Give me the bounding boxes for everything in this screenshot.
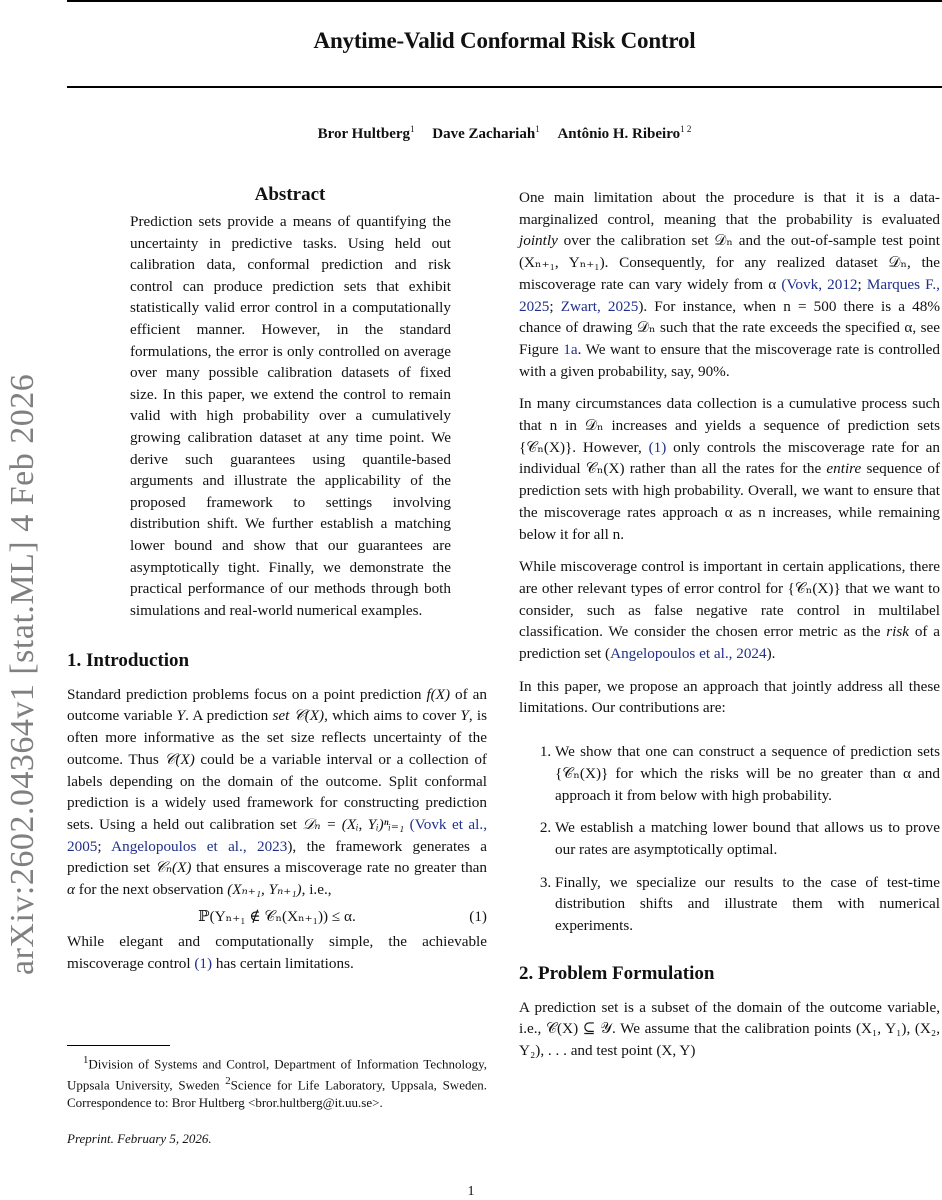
text: . We want to ensure that the miscoverage rate is controlled with a given probability, say, 90%. [519,340,941,380]
arxiv-identifier-sidebar[interactable]: arXiv:2602.04364v1 [stat.ML] 4 Feb 2026 [4,373,41,975]
text: only controls the miscoverage rate for an individual 𝒞ₙ(X) rather than all the rates for the [519,438,940,478]
left-column [67,650,487,975]
contributions-list [519,741,940,937]
citation-link[interactable]: Marques F., 2025 [519,275,940,315]
author-name: Antônio H. Ribeiro [557,126,681,142]
math: 𝒞ₙ(X) [154,859,192,877]
page-number: 1 [467,1184,475,1199]
abstract-heading: Abstract [254,184,326,205]
text: could be a variable interval or a collection of labels depending on the domain of the outcome. Split conformal prediction is a widely used framework for constructing prediction sets. Using a held out calibration set [67,750,487,833]
citation-link[interactable]: Zwart, 2025 [560,297,639,315]
text: While miscoverage control is important in certain applications, there are other relevant types of error control for {𝒞ₙ(X)} that we want to consider, such as false negative rate control in multilabel classification. We consider the chosen error metric as the [519,558,940,641]
emphasis: set [272,707,290,725]
footnote-mark: 2 [225,1074,231,1087]
author-name: Dave Zachariah [432,126,536,142]
text: , i.e., [301,881,332,899]
math: Y [460,707,469,725]
figure-reference-link[interactable]: 1a [563,340,578,358]
equation-number: (1) [469,907,487,925]
text: over the calibration set 𝒟ₙ and the out-of-sample test point (Xₙ₊₁, Yₙ₊₁). Consequently, for any realized dataset 𝒟ₙ, the miscoverage rate can vary widely from α [519,232,940,293]
section-heading-introduction: 1. Introduction [67,650,190,671]
emphasis: risk [886,623,910,641]
citation-link[interactable]: (Vovk et al., 2005 [67,815,487,855]
citation-link[interactable]: Angelopoulos et al., 2024 [610,645,767,663]
author [557,126,691,142]
emphasis: entire [826,460,862,478]
section-heading-problem-formulation: 2. Problem Formulation [519,962,715,984]
title-bottom-rule [67,86,942,88]
footnote-rule [67,1045,170,1046]
footnote-area [67,1045,487,1150]
text: ; [97,837,112,855]
abstract-text: Prediction sets provide a means of quantifying the uncertainty in predictive tasks. Using held out calibration data, conformal prediction and risk control can produce prediction sets that exhibit statistically valid error control in a computationally efficient manner. However, in the standard formulations, the error is only controlled on average over many possible calibration datasets of fixed size. In this paper, we extend the control to remain valid with high probability over a cumulatively growing calibration dataset at any time point. We derive such guarantees using quantile-based arguments and illustrate the applicability of the proposed framework to settings involving distribution shift. We further establish a matching lower bound and show that our guarantees are asymptotically tight. Finally, we demonstrate the practical performance of our methods through both simulations and real-world numerical examples. [130,213,451,619]
text: ). For instance, when n = 500 there is a 48% chance of drawing 𝒟ₙ such that the rate exceeds the specified α, see Figure [519,297,940,358]
math: 𝒞(X) [164,750,195,768]
text: that ensures a miscoverage rate no greater than [191,859,487,877]
paragraph-cumulative [519,393,940,545]
text: sequence of prediction sets with high probability. Overall, we want to ensure that the miscoverage rates approach α as n increases, while remaining below it for all n. [519,460,940,543]
list-item: 2. We establish a matching lower bound that allows us to prove our rates are asymptotically optimal. [555,817,940,860]
paragraph-limitation: One main limitation about the procedure is that it is a data-marginalized control, meaning that the probability is evaluated jointly over the calibration set 𝒟ₙ and the out-of-sample test point (Xₙ₊₁, Yₙ₊₁). Consequently, for any realized dataset 𝒟ₙ, the miscoverage rate can vary widely from α (Vovk, 2012; Marques F., 2025; Zwart, 2025). For instance, when n = 500 there is a 48% chance of drawing 𝒟ₙ such that the rate exceeds the specified α, see Figure 1a. We want to ensure that the miscoverage rate is controlled with a given probability, say, 90%. [519,189,941,380]
citation-link[interactable]: Angelopoulos et al., 2023 [111,837,288,855]
equation-1 [67,906,487,928]
text: ). [766,645,776,663]
author-list [67,124,942,143]
list-item: 3. Finally, we specialize our results to the case of test-time distribution shifts and illustrate them with numerical experiments. [555,872,940,937]
math: f(X) [426,685,451,703]
right-column [519,187,940,1062]
footnote-mark: 1 [83,1054,89,1066]
author [432,126,539,142]
math: 𝒟ₙ = (Xᵢ, Yᵢ)ⁿᵢ₌₁ [302,815,405,833]
equation-reference-link[interactable]: (1) [648,438,667,456]
paper-title: Anytime-Valid Conformal Risk Control [313,28,696,53]
affiliation-footnote [67,1052,487,1111]
list-item: 1. We show that one can construct a sequence of prediction sets {𝒞ₙ(X)} for which the risks will be no greater than α and approach it from below with high probability. [555,741,940,806]
text: Division of Systems and Control, Department of Information Technology, Uppsala University, Sweden [67,1056,487,1093]
paragraph-risk [519,556,940,665]
emphasis: jointly [519,232,558,250]
text: In many circumstances data collection is a cumulative process such that n in 𝒟ₙ increases and yields a sequence of prediction sets {𝒞ₙ(X)}. However, [519,395,940,456]
citation-link[interactable]: (Vovk, 2012 [781,275,858,293]
preprint-date: Preprint. February 5, 2026. [67,1131,212,1147]
paragraph-proposal: In this paper, we propose an approach that jointly address all these limitations. Our contributions are: [519,677,940,717]
title-top-rule [67,0,942,2]
text: . A prediction [185,707,273,725]
text: of a prediction set ( [519,623,940,663]
affiliation-mark: 1 [410,124,415,134]
author [318,126,415,142]
text: has certain limitations. [212,955,354,973]
text: , is often more informative as the set size reflects uncertainty of the outcome. Thus [67,707,488,768]
math: α [67,881,75,899]
text: One main limitation about the procedure is that it is a data-marginalized control, meaning that the probability is evaluated [519,189,940,228]
author-name: Bror Hultberg [317,126,411,142]
text: While elegant and computationally simple, the achievable miscoverage control [67,933,487,973]
text: for the next observation [74,881,228,899]
text: of an outcome variable [67,685,487,725]
math: 𝒞(X) [289,707,325,725]
text: Standard prediction problems focus on a point prediction [67,685,427,703]
affiliation-mark: 1 [535,124,540,134]
paragraph-problem-formulation: A prediction set is a subset of the domain of the outcome variable, i.e., 𝒞(X) ⊆ 𝒴. We assume that the calibration points (X₁, Y₁), (X₂, Y₂), . . . and test point (X, Y) [519,998,940,1059]
affiliation-mark: 1 2 [680,124,692,134]
math: (Xₙ₊₁, Yₙ₊₁) [227,881,302,899]
intro-paragraph-2 [67,931,487,974]
text: , which aims to cover [324,707,461,725]
intro-paragraph-1 [67,684,487,901]
equation-body: ℙ(Yₙ₊₁ ∉ 𝒞ₙ(Xₙ₊₁)) ≤ α. [198,907,356,925]
math: Y [176,707,186,725]
equation-reference-link[interactable]: (1) [194,955,213,973]
text: Science for Life Laboratory, Uppsala, Sweden. Correspondence to: Bror Hultberg <bror.hultberg@it.uu.se>. [67,1077,487,1110]
text: ), the framework generates a prediction set [67,837,487,877]
